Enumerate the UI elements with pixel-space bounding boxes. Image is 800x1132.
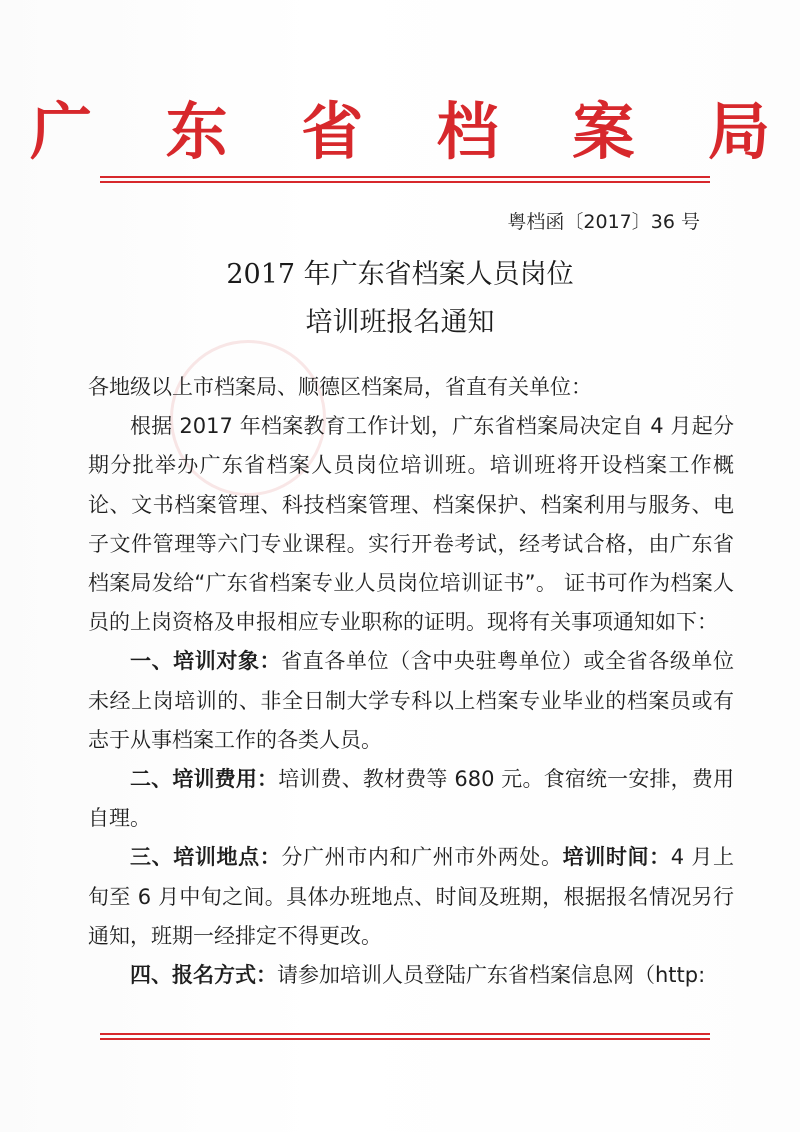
item-text: 请参加培训人员登陆广东省档案信息网（http: xyxy=(277,963,706,988)
letterhead-rule-bottom xyxy=(100,181,710,183)
notice-title-line-1: 2017 年广东省档案人员岗位 xyxy=(226,259,574,290)
notice-title-line-2: 培训班报名通知 xyxy=(305,307,495,338)
item-label: 一、培训对象： xyxy=(130,649,282,674)
item-text-time: 4 月上旬至 6 月中旬之间。具体办班地点、时间及班期，根据报名情况另行通知，班期一经排定不得更改。 xyxy=(88,845,735,948)
item-text: 培训费、教材费等 680 元。食宿统一安排，费用自理。 xyxy=(88,767,734,831)
intro-paragraph: 根据 2017 年档案教育工作计划，广东省档案局决定自 4 月起分期分批举办广东省档案人员岗位培训班。培训班将开设档案工作概论、文书档案管理、科技档案管理、档案保护、档案利用与服务、电子文件管理等六门专业课程。实行开卷考试，经考试合格，由广东省档案局发给“广东省档案专业人员岗位培训证书”。 证书可作为档案人员的上岗资格及申报相应专业职称的证明。现将有关事项通知如下： xyxy=(88,414,734,635)
item-training-fee xyxy=(88,760,734,838)
item-label: 四、报名方式： xyxy=(130,963,277,988)
letterhead-title: 广 东 省 档 案 局 xyxy=(30,95,796,168)
footer-rule-bottom xyxy=(100,1038,710,1040)
item-label: 二、培训费用： xyxy=(130,767,279,792)
addressee: 各地级以上市档案局、顺德区档案局，省直有关单位： xyxy=(88,375,592,399)
item-registration xyxy=(88,956,734,995)
notice-body xyxy=(88,368,734,995)
item-label-time: 培训时间： xyxy=(562,845,671,870)
item-text: 分广州市内和广州市外两处。 xyxy=(281,845,563,870)
item-label: 三、培训地点： xyxy=(130,845,282,870)
footer-rule-top xyxy=(100,1033,710,1035)
document-number: 粤档函〔2017〕36 号 xyxy=(507,211,700,233)
item-training-location xyxy=(88,838,734,956)
item-text: 省直各单位（含中央驻粤单位）或全省各级单位未经上岗培训的、非全日制大学专科以上档案专业毕业的档案员或有志于从事档案工作的各类人员。 xyxy=(88,649,735,752)
item-training-target xyxy=(88,642,734,760)
letterhead-rule-top xyxy=(100,176,710,178)
